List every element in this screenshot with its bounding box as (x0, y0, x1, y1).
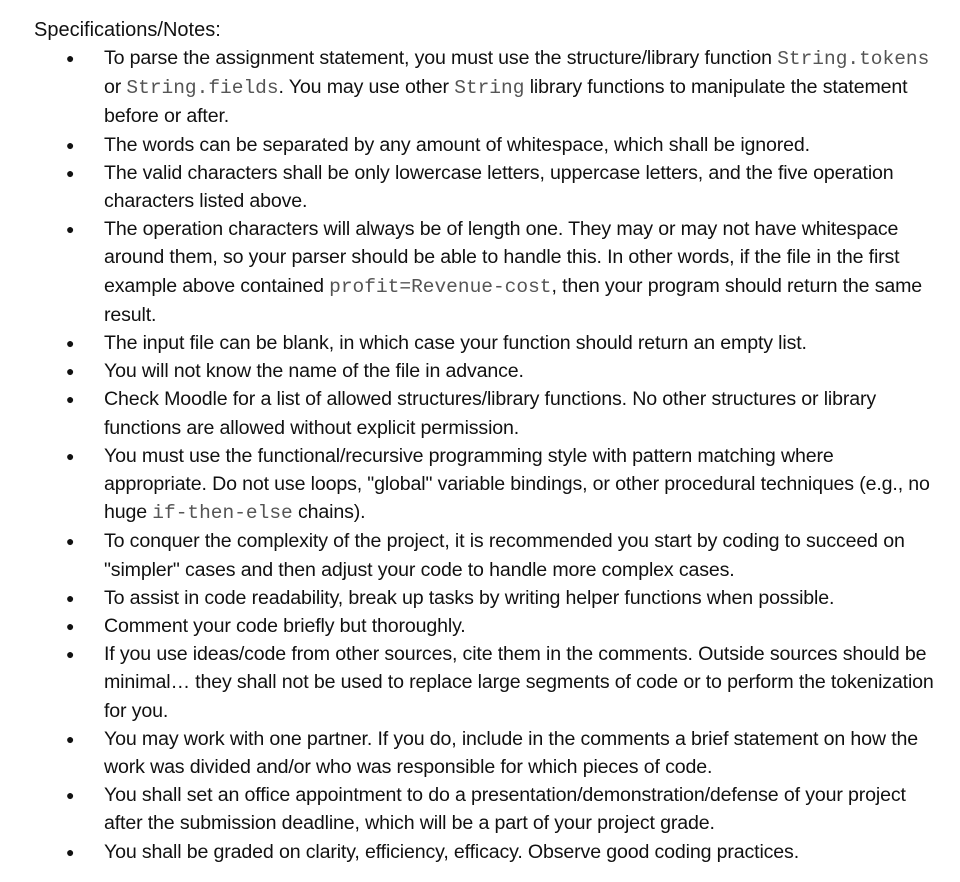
bullet-icon: ● (66, 164, 75, 181)
list-item-text (104, 388, 876, 438)
bullet-icon: ● (66, 391, 75, 408)
text-run: You may work with one partner. If you do, include in the comments a brief statement on how the work was divided and/or who was responsible for which pieces of code. (104, 727, 919, 779)
list-item (0, 527, 960, 583)
notes-list (0, 44, 960, 866)
bullet-icon: ● (66, 50, 75, 66)
bullet-icon: ● (66, 618, 75, 635)
bullet-icon: ● (66, 447, 75, 464)
list-item (0, 44, 960, 131)
text-run: You will not know the name of the file in advance. (104, 360, 524, 383)
list-item (0, 640, 960, 725)
bullet-icon: ● (66, 589, 75, 606)
list-item (0, 584, 960, 612)
bullet-icon: ● (66, 221, 75, 238)
text-run: You shall set an office appointment to do a presentation/demonstration/defense of your project after the submission deadline, which will be a part of your project grade. (104, 784, 906, 835)
bullet-icon: ● (66, 335, 75, 352)
text-run: You shall be graded on clarity, efficiency, efficacy. Observe good coding practices. (104, 840, 799, 863)
text-run: To parse the assignment statement, you must use the structure/library function (104, 47, 778, 69)
list-item-text (104, 47, 929, 127)
list-item-text (104, 360, 524, 382)
list-item (0, 385, 960, 441)
list-item-text (104, 530, 905, 580)
list-item-text (104, 728, 918, 778)
text-run: , then your program should return the same result. (104, 274, 923, 326)
text-run: Check Moodle for a list of allowed structures/library functions. No other structures or library functions are allowed without explicit permission. (104, 388, 876, 439)
list-item (0, 357, 960, 385)
list-item-text (104, 643, 934, 721)
bullet-icon: ● (66, 363, 75, 380)
section-heading: Specifications/Notes: (34, 19, 221, 41)
text-run: You must use the functional/recursive programming style with pattern matching where appropriate. Do not use loops, "global" variable bindings, or other procedural techniques (e.g., no huge (104, 444, 930, 524)
list-item (0, 838, 960, 866)
list-item (0, 442, 960, 528)
text-run: Comment your code briefly but thoroughly. (104, 615, 466, 638)
list-item-text (104, 162, 894, 212)
list-item-text (104, 445, 930, 523)
text-run: or (104, 76, 127, 99)
bullet-icon: ● (66, 843, 75, 860)
text-run: To assist in code readability, break up tasks by writing helper functions when possible. (104, 586, 835, 609)
list-item-text (104, 134, 810, 156)
bullet-icon: ● (66, 730, 75, 747)
text-run: chains). (292, 501, 366, 524)
list-item-text (104, 218, 922, 326)
inline-code: String.tokens (777, 48, 930, 70)
list-item (0, 329, 960, 357)
text-run: The operation characters will always be of length one. They may or may not have whitespace around them, so your parser should be able to handle this. In other words, if the file in the first example above contained (104, 218, 900, 297)
list-item-text (104, 587, 834, 609)
list-item-text (104, 784, 906, 834)
text-run: If you use ideas/code from other sources, cite them in the comments. Outside sources should be minimal… they shall not be used to replace large segments of code or to perform the tokenization for you. (104, 643, 934, 722)
bullet-icon: ● (66, 787, 75, 804)
list-item (0, 612, 960, 640)
text-run: . You may use other (278, 76, 455, 99)
text-run: The input file can be blank, in which case your function should return an empty list. (104, 332, 807, 355)
list-item-text (104, 615, 466, 637)
inline-code: String.fields (126, 77, 279, 100)
inline-code: profit=Revenue-cost (329, 275, 552, 298)
text-run: The words can be separated by any amount of whitespace, which shall be ignored. (104, 133, 810, 156)
text-run: library functions to manipulate the statement before or after. (104, 76, 908, 128)
bullet-icon: ● (66, 646, 75, 663)
bullet-icon: ● (66, 136, 75, 153)
list-item (0, 131, 960, 159)
list-item-text (104, 841, 799, 863)
text-run: To conquer the complexity of the project, it is recommended you start by coding to succeed on "simpler" cases and then adjust your code to handle more complex cases. (104, 530, 905, 581)
list-item (0, 781, 960, 837)
text-run: The valid characters shall be only lowercase letters, uppercase letters, and the five operation characters listed above. (104, 161, 894, 213)
list-item (0, 725, 960, 781)
bullet-icon: ● (66, 533, 75, 550)
inline-code: if-then-else (152, 502, 293, 525)
list-item-text (104, 332, 807, 354)
list-item (0, 159, 960, 215)
list-item (0, 215, 960, 329)
inline-code: String (454, 77, 525, 100)
